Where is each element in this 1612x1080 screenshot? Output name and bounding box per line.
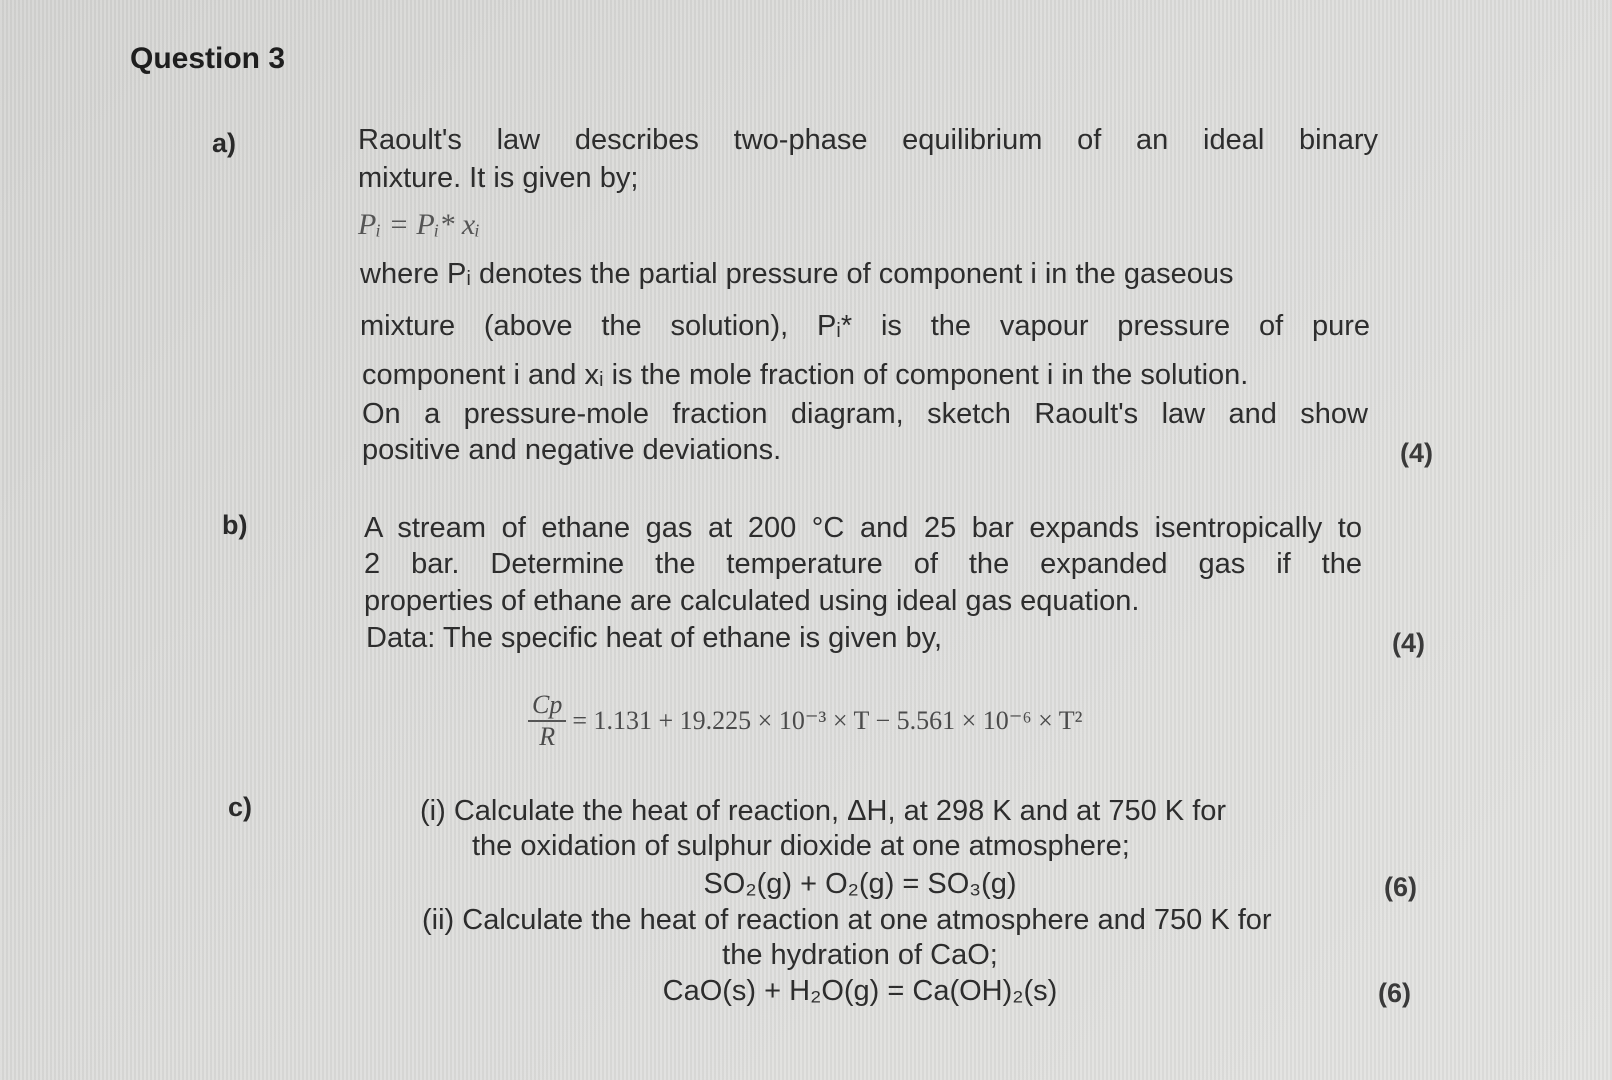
part-a-where-line: where Pᵢ denotes the partial pressure of component i in the gaseous <box>360 258 1234 290</box>
fraction-numerator: Cp <box>528 690 566 722</box>
question-title: Question 3 <box>130 42 286 75</box>
part-a-intro-line2: mixture. It is given by; <box>358 162 639 194</box>
part-a-line4: On a pressure-mole fraction diagram, sketch Raoult's law and show <box>362 398 1368 430</box>
part-a-line3: component i and xᵢ is the mole fraction of component i in the solution. <box>362 359 1249 391</box>
part-a-label: a) <box>212 128 237 158</box>
part-c-i-line1: (i) Calculate the heat of reaction, ΔH, at 298 K and at 750 K for <box>420 795 1227 827</box>
part-a-intro-line1: Raoult's law describes two-phase equilibrium of an ideal binary <box>358 124 1378 156</box>
part-c-i-marks: (6) <box>1384 872 1417 902</box>
cao-hydration-reaction: CaO(s) + H₂O(g) = Ca(OH)₂(s) <box>662 975 1058 1007</box>
ethane-cp-formula <box>528 690 1082 752</box>
part-a-line2: mixture (above the solution), Pᵢ* is the vapour pressure of pure <box>360 310 1370 342</box>
part-b-line4: Data: The specific heat of ethane is given by, <box>366 622 943 654</box>
part-b-marks: (4) <box>1392 628 1425 658</box>
part-b-line2: 2 bar. Determine the temperature of the expanded gas if the <box>364 548 1362 580</box>
fraction-denominator: R <box>539 722 556 751</box>
formula-rhs: = 1.131 + 19.225 × 10⁻³ × T − 5.561 × 10⁻⁶ × T² <box>572 706 1083 735</box>
cp-over-r-fraction <box>528 690 566 752</box>
part-c-ii-line2: the hydration of CaO; <box>722 939 998 971</box>
part-c-i-line2: the oxidation of sulphur dioxide at one atmosphere; <box>472 830 1130 862</box>
part-b-line1: A stream of ethane gas at 200 °C and 25 bar expands isentropically to <box>364 512 1362 544</box>
part-a-line5: positive and negative deviations. <box>362 434 782 466</box>
part-a-marks: (4) <box>1400 438 1433 468</box>
sulphur-dioxide-reaction: SO₂(g) + O₂(g) = SO₃(g) <box>703 868 1017 900</box>
part-c-ii-line1: (ii) Calculate the heat of reaction at one atmosphere and 750 K for <box>422 904 1272 936</box>
part-c-ii-marks: (6) <box>1378 978 1411 1008</box>
part-b-label: b) <box>222 510 248 540</box>
part-c-label: c) <box>228 792 253 822</box>
raoult-equation: Pᵢ = Pᵢ* xᵢ <box>358 208 480 241</box>
part-b-line3: properties of ethane are calculated using ideal gas equation. <box>364 585 1140 617</box>
